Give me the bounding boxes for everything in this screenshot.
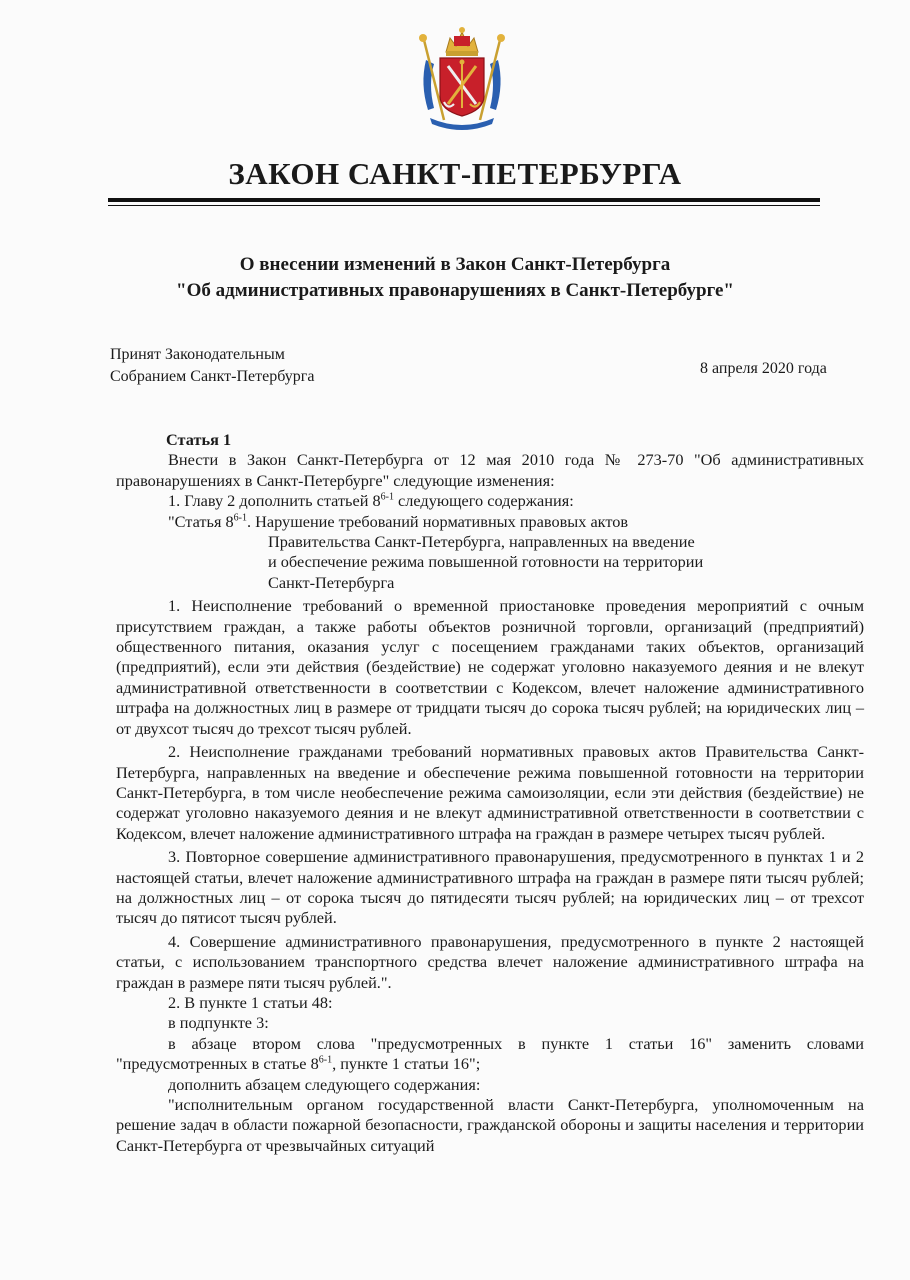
subtitle-line-1: О внесении изменений в Закон Санкт-Петербурга [239, 254, 671, 275]
new-article-title-line-3: и обеспечение режима повышенной готовности на территории [268, 552, 704, 572]
quote-paragraph: "исполнительным органом государственной власти Санкт-Петербурга, уполномоченным на решение задач в области пожарной безопасности, гражданской обороны и защиты населения и территории Санкт-Петербурга от чрезвычайных ситуаций [116, 1095, 864, 1155]
item-1-text: 1. Главу 2 дополнить статьей 8 [168, 491, 381, 511]
new-article-superscript: 6-1 [233, 512, 247, 524]
item-2: 2. В пункте 1 статьи 48: [168, 992, 333, 1012]
abzac-replacement [116, 1034, 864, 1075]
paragraph-2: 2. Неисполнение гражданами требований нормативных правовых актов Правительства Санкт-Петербурга, направленных на введение и обеспечение режима повышенной готовности на территории Санкт-Петербурга, в том числе необеспечение режима самоизоляции, если эти действия (бездействие) не содержат уголовно наказуемого деяния и не влекут административной ответственности в соответствии с Кодексом, влечет наложение административного штрафа на граждан в размере четырех тысяч рублей. [116, 742, 864, 843]
supplement-line: дополнить абзацем следующего содержания: [168, 1074, 481, 1094]
abzac-text: в абзаце втором слова "предусмотренных в пункте 1 статьи 16" заменить словами "предусмотренных в статье 8 [116, 1033, 864, 1074]
law-title: ЗАКОН САНКТ-ПЕТЕРБУРГА [228, 156, 682, 191]
new-article-title-line-2: Правительства Санкт-Петербурга, направленных на введение [268, 532, 695, 552]
adoption-line-1: Принят Законодательным [110, 346, 285, 363]
adoption-line-2: Собранием Санкт-Петербурга [110, 368, 315, 385]
paragraph-3: 3. Повторное совершение административного правонарушения, предусмотренного в пунктах 1 и 2 настоящей статьи, влечет наложение административного штрафа на граждан в размере пяти тысяч рублей; на должностных лиц – от сорока тысяч до пятидесяти тысяч рублей; на юридических лиц – от трехсот тысяч до пятисот тысяч рублей. [116, 847, 864, 928]
law-subtitle [0, 252, 910, 304]
item-1-superscript: 6-1 [380, 491, 394, 503]
item-1-text-end: следующего содержания: [393, 491, 574, 511]
new-article-label: "Статья 8 [168, 511, 234, 531]
law-body [116, 430, 864, 1156]
title-rule-thin [108, 205, 820, 206]
subtitle-line-2: "Об административных правонарушениях в Санкт-Петербурге" [176, 280, 734, 301]
abzac-superscript: 6-1 [318, 1054, 333, 1066]
paragraph-1: 1. Неисполнение требований о временной приостановке проведения мероприятий с очным присутствием граждан, а также работы объектов розничной торговли, организаций (предприятий) общественного питания, оказания услуг с посещением гражданами таких объектов, организаций (предприятий), если эти действия (бездействие) не содержат уголовно наказуемого деяния и не влекут административной ответственности в соответствии с Кодексом, влечет наложение административного штрафа на должностных лиц в размере от тридцати тысяч до сорока тысяч рублей; на юридических лиц – от двухсот тысяч до трехсот тысяч рублей. [116, 596, 864, 738]
article-heading: Статья 1 [166, 430, 232, 449]
title-rule-thick [108, 198, 820, 202]
abzac-text-end: , пункте 1 статьи 16"; [332, 1054, 481, 1074]
paragraph-4: 4. Совершение административного правонарушения, предусмотренного в пункте 2 настоящей статьи, с использованием транспортного средства влечет наложение административного штрафа на граждан в размере пяти тысяч рублей.". [116, 931, 864, 992]
adoption-block [110, 344, 314, 388]
adoption-date: 8 апреля 2020 года [700, 360, 827, 377]
subitem-3: в подпункте 3: [168, 1013, 269, 1033]
new-article-title-line-4: Санкт-Петербурга [268, 572, 395, 592]
saint-petersburg-coat-of-arms-icon [414, 24, 510, 132]
item-1 [116, 491, 864, 511]
new-article-title-line-1: . Нарушение требований нормативных правовых актов [247, 511, 629, 531]
new-article-title [116, 512, 864, 532]
article-intro: Внести в Закон Санкт-Петербурга от 12 мая 2010 года № 273-70 "Об административных правонарушениях в Санкт-Петербурге" следующие изменения: [116, 450, 864, 490]
